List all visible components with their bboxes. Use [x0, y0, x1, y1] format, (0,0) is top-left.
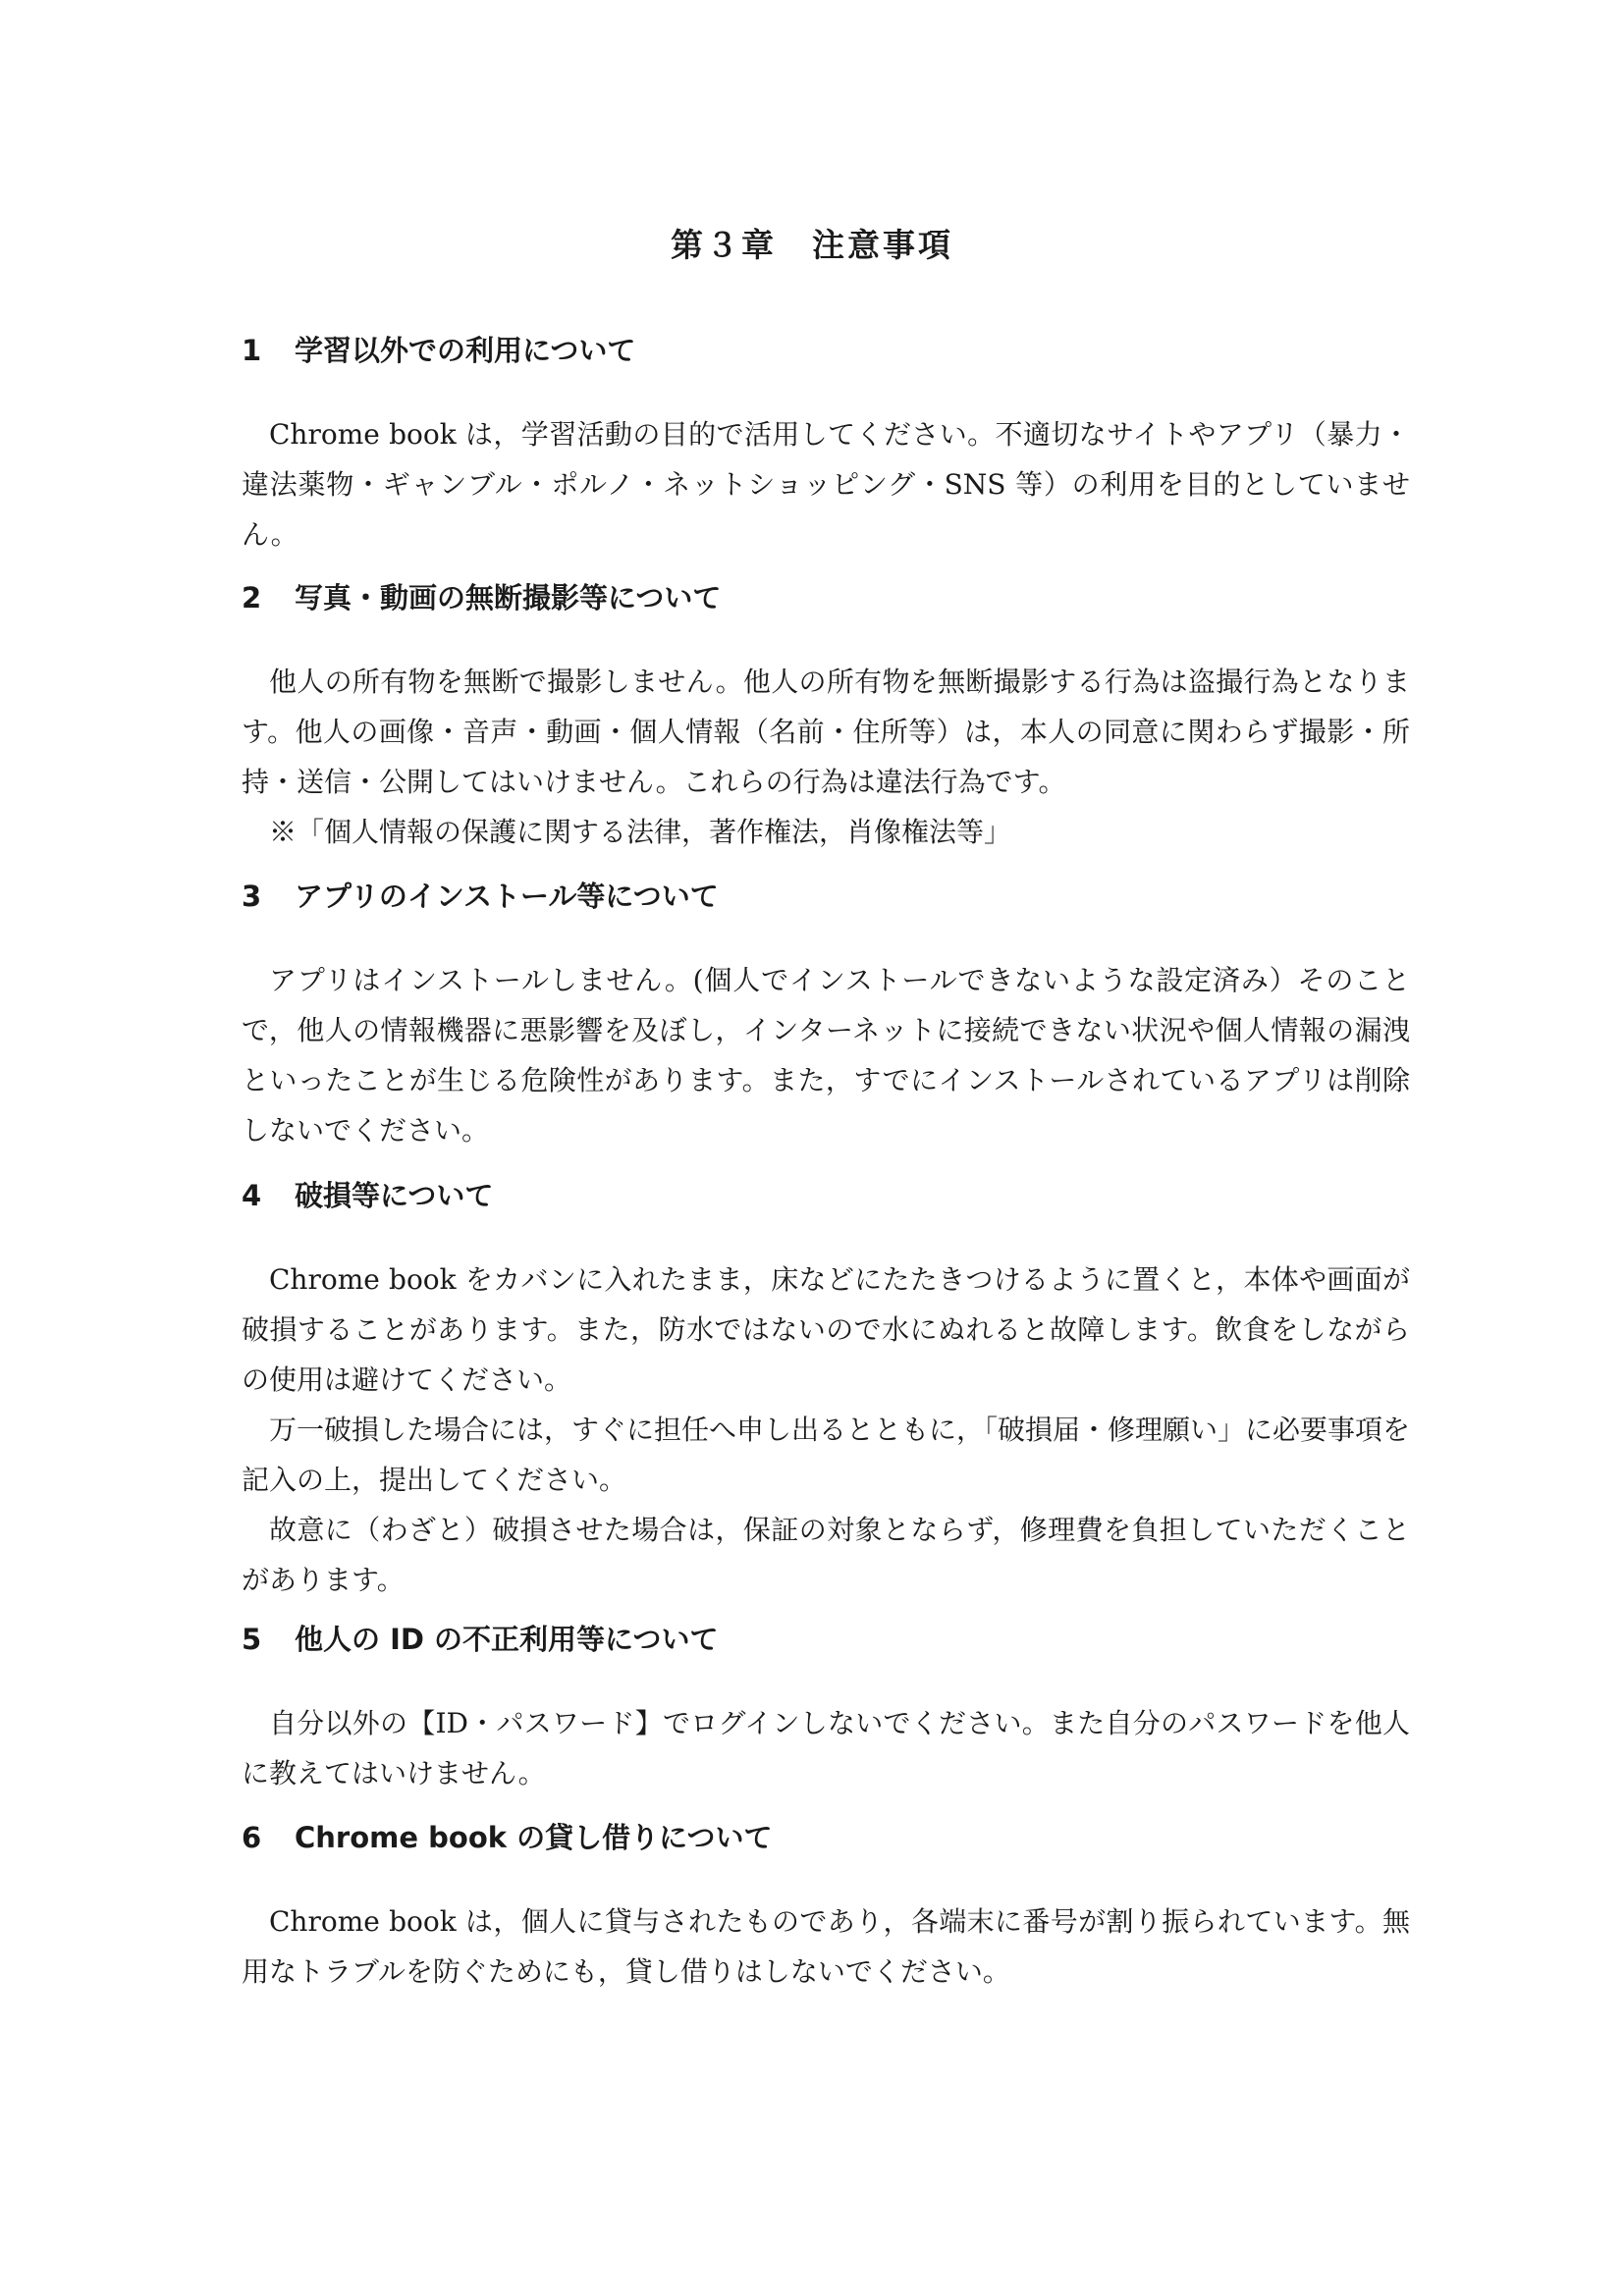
paragraph: 自分以外の【ID・パスワード】でログインしないでください。また自分のパスワードを他人に教えてはいけません。: [242, 1707, 1410, 1789]
paragraph: アプリはインストールしません。(個人でインストールできないような設定済み）そのことで，他人の情報機器に悪影響を及ぼし，インターネットに接続できない状況や個人情報の漏洩といったことが生じる危険性があります。また，すでにインストールされているアプリは削除しないでください。: [242, 964, 1410, 1147]
section-number: 4: [242, 1179, 262, 1212]
section-body: [242, 657, 1410, 857]
section-heading: [242, 1620, 1410, 1659]
section-title: 写真・動画の無断撮影等について: [295, 581, 722, 614]
section-body: [242, 955, 1410, 1155]
legal-note: ※「個人情報の保護に関する法律，著作権法，肖像権法等」: [269, 816, 1012, 848]
section-number: 2: [242, 581, 262, 614]
section-title: アプリのインストール等について: [295, 880, 719, 913]
section-heading: [242, 1176, 1410, 1215]
section-1: [242, 331, 1410, 560]
paragraph: 他人の所有物を無断で撮影しません。他人の所有物を無断撮影する行為は盗撮行為となります。他人の画像・音声・動画・個人情報（名前・住所等）は，本人の同意に関わらず撮影・所持・送信・公開してはいけません。これらの行為は違法行為です。: [242, 666, 1410, 798]
paragraph: Chrome book は，個人に貸与されたものであり，各端末に番号が割り振られています。無用なトラブルを防ぐためにも，貸し借りはしないでください。: [242, 1905, 1410, 1988]
section-6: [242, 1818, 1410, 1997]
section-heading: [242, 1818, 1410, 1857]
section-body: [242, 1255, 1410, 1605]
paragraph: Chrome book は，学習活動の目的で活用してください。不適切なサイトやアプリ（暴力・違法薬物・ギャンブル・ポルノ・ネットショッピング・SNS 等）の利用を目的としていません。: [242, 418, 1410, 551]
section-title: 他人の ID の不正利用等について: [295, 1623, 719, 1656]
paragraph: 万一破損した場合には，すぐに担任へ申し出るとともに，「破損届・修理願い」に必要事項を記入の上，提出してください。: [242, 1414, 1411, 1496]
section-number: 1: [242, 334, 262, 367]
section-body: [242, 409, 1410, 560]
section-heading: [242, 877, 1410, 916]
section-number: 6: [242, 1821, 262, 1854]
section-title: Chrome book の貸し借りについて: [295, 1821, 773, 1854]
section-title: 破損等について: [295, 1179, 494, 1212]
section-body: [242, 1698, 1410, 1798]
section-number: 5: [242, 1623, 262, 1656]
section-heading: [242, 578, 1410, 617]
section-4: [242, 1176, 1410, 1605]
section-heading: [242, 331, 1410, 370]
paragraph: Chrome book をカバンに入れたまま，床などにたたきつけるように置くと，本体や画面が破損することがあります。また，防水ではないので水にぬれると故障します。飲食をしながらの使用は避けてください。: [242, 1263, 1410, 1396]
section-3: [242, 877, 1410, 1155]
chapter-title: 第３章 注意事項: [671, 226, 953, 264]
section-2: [242, 578, 1410, 857]
section-title: 学習以外での利用について: [295, 334, 636, 367]
paragraph: 故意に（わざと）破損させた場合は，保証の対象とならず，修理費を負担していただくことがあります。: [242, 1514, 1410, 1596]
section-number: 3: [242, 880, 262, 913]
section-body: [242, 1896, 1410, 1997]
section-5: [242, 1620, 1410, 1798]
